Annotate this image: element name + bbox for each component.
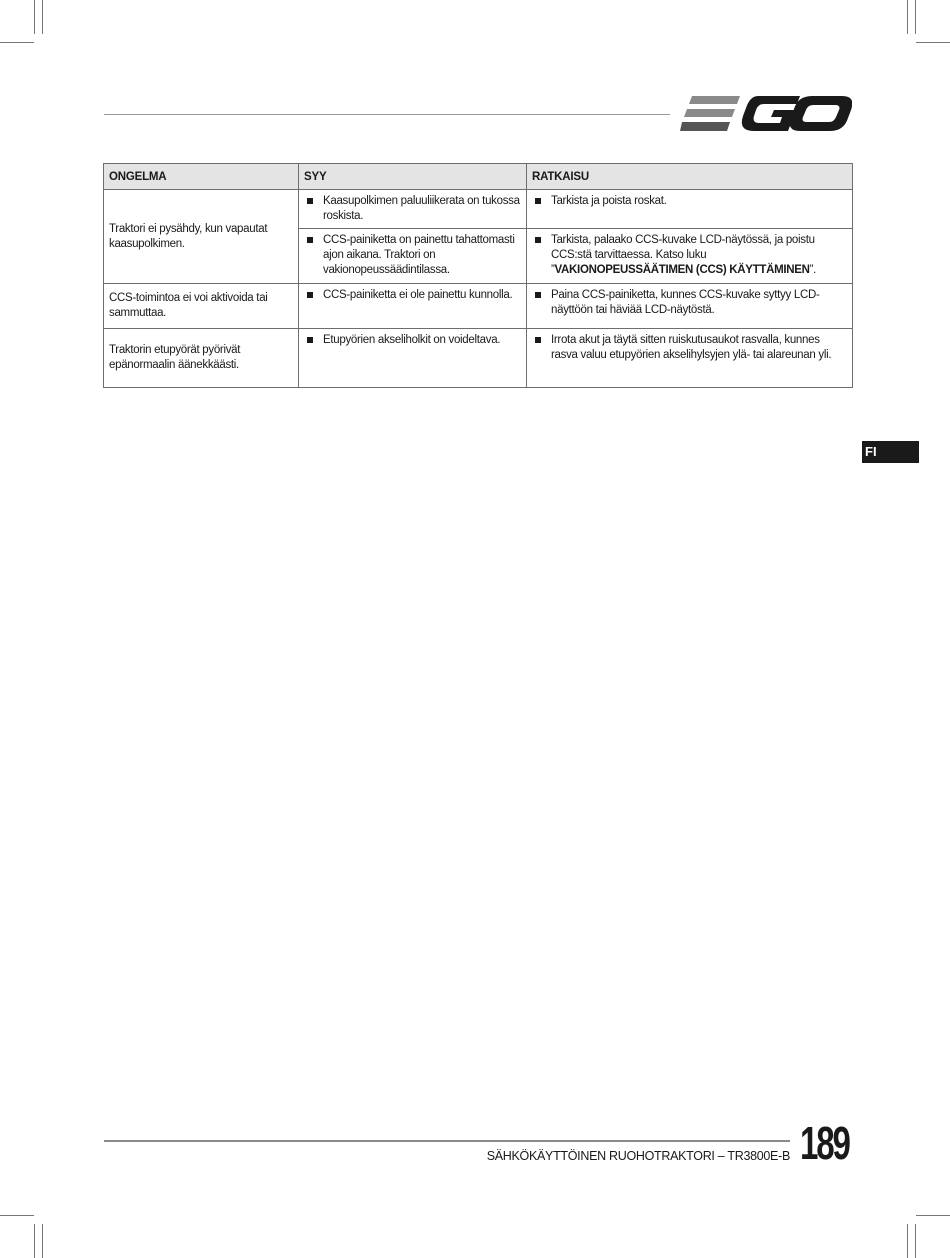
crop-mark	[907, 1224, 908, 1258]
solution-text-tail: ”.	[809, 264, 817, 276]
solution-cell	[527, 329, 853, 388]
bullet-icon	[307, 237, 313, 243]
bullet-icon	[535, 198, 541, 204]
cause-text: Kaasupolkimen paluuliikerata on tukossa roskista.	[323, 195, 520, 222]
bullet-icon	[307, 198, 313, 204]
cause-cell	[299, 190, 527, 229]
cause-text: Etupyörien akseliholkit on voideltava.	[323, 334, 501, 346]
header-cause: SYY	[299, 164, 527, 190]
crop-mark	[0, 42, 34, 43]
page-number: 189	[800, 1117, 849, 1169]
solution-text: Tarkista ja poista roskat.	[551, 195, 667, 207]
section-reference: VAKIONOPEUSSÄÄTIMEN (CCS) KÄYTTÄMINEN	[554, 264, 810, 276]
crop-mark	[34, 1224, 35, 1258]
crop-mark	[907, 0, 908, 34]
language-tab: FI	[862, 441, 919, 463]
table-row	[104, 284, 853, 329]
bullet-icon	[535, 292, 541, 298]
crop-mark	[0, 1215, 34, 1216]
bullet-icon	[535, 337, 541, 343]
crop-mark	[42, 1224, 43, 1258]
cause-cell	[299, 329, 527, 388]
crop-mark	[915, 1224, 916, 1258]
ego-logo	[680, 94, 852, 134]
table-row	[104, 329, 853, 388]
problem-cell	[104, 329, 299, 388]
header-solution: RATKAISU	[527, 164, 853, 190]
cause-cell	[299, 284, 527, 329]
solution-cell	[527, 229, 853, 284]
crop-mark	[34, 0, 35, 34]
problem-text: Traktorin etupyörät pyörivät epänormaalin äänekkäästi.	[109, 344, 241, 371]
header-problem: ONGELMA	[104, 164, 299, 190]
solution-text: Paina CCS-painiketta, kunnes CCS-kuvake syttyy LCD-näyttöön tai häviää LCD-näytöstä.	[551, 289, 820, 316]
footer-title: SÄHKÖKÄYTTÖINEN RUOHOTRAKTORI – TR3800E-B	[486, 1149, 790, 1163]
bullet-icon	[307, 292, 313, 298]
problem-cell	[104, 284, 299, 329]
crop-mark	[42, 0, 43, 34]
crop-mark	[915, 0, 916, 34]
table-row	[104, 190, 853, 229]
header-rule	[104, 114, 670, 115]
solution-cell	[527, 284, 853, 329]
problem-text: CCS-toimintoa ei voi aktivoida tai sammuttaa.	[109, 292, 268, 319]
crop-mark	[916, 1215, 950, 1216]
problem-cell	[104, 190, 299, 284]
bullet-icon	[535, 237, 541, 243]
cause-text: CCS-painiketta ei ole painettu kunnolla.	[323, 289, 513, 301]
solution-text: Tarkista, palaako CCS-kuvake LCD-näytössä, ja poistu CCS:stä tarvittaessa. Katso luku ”	[551, 234, 815, 276]
troubleshooting-table	[103, 163, 853, 388]
solution-cell	[527, 190, 853, 229]
solution-text: Irrota akut ja täytä sitten ruiskutusaukot rasvalla, kunnes rasva valuu etupyörien akselihylsyjen ylä- tai alareunan yli.	[551, 334, 832, 361]
table-header-row	[104, 164, 853, 190]
crop-mark	[916, 42, 950, 43]
problem-text: Traktori ei pysähdy, kun vapautat kaasupolkimen.	[109, 222, 268, 250]
bullet-icon	[307, 337, 313, 343]
cause-text: CCS-painiketta on painettu tahattomasti ajon aikana. Traktori on vakionopeussäädintilassa.	[323, 234, 515, 276]
footer-rule	[104, 1140, 790, 1142]
cause-cell	[299, 229, 527, 284]
